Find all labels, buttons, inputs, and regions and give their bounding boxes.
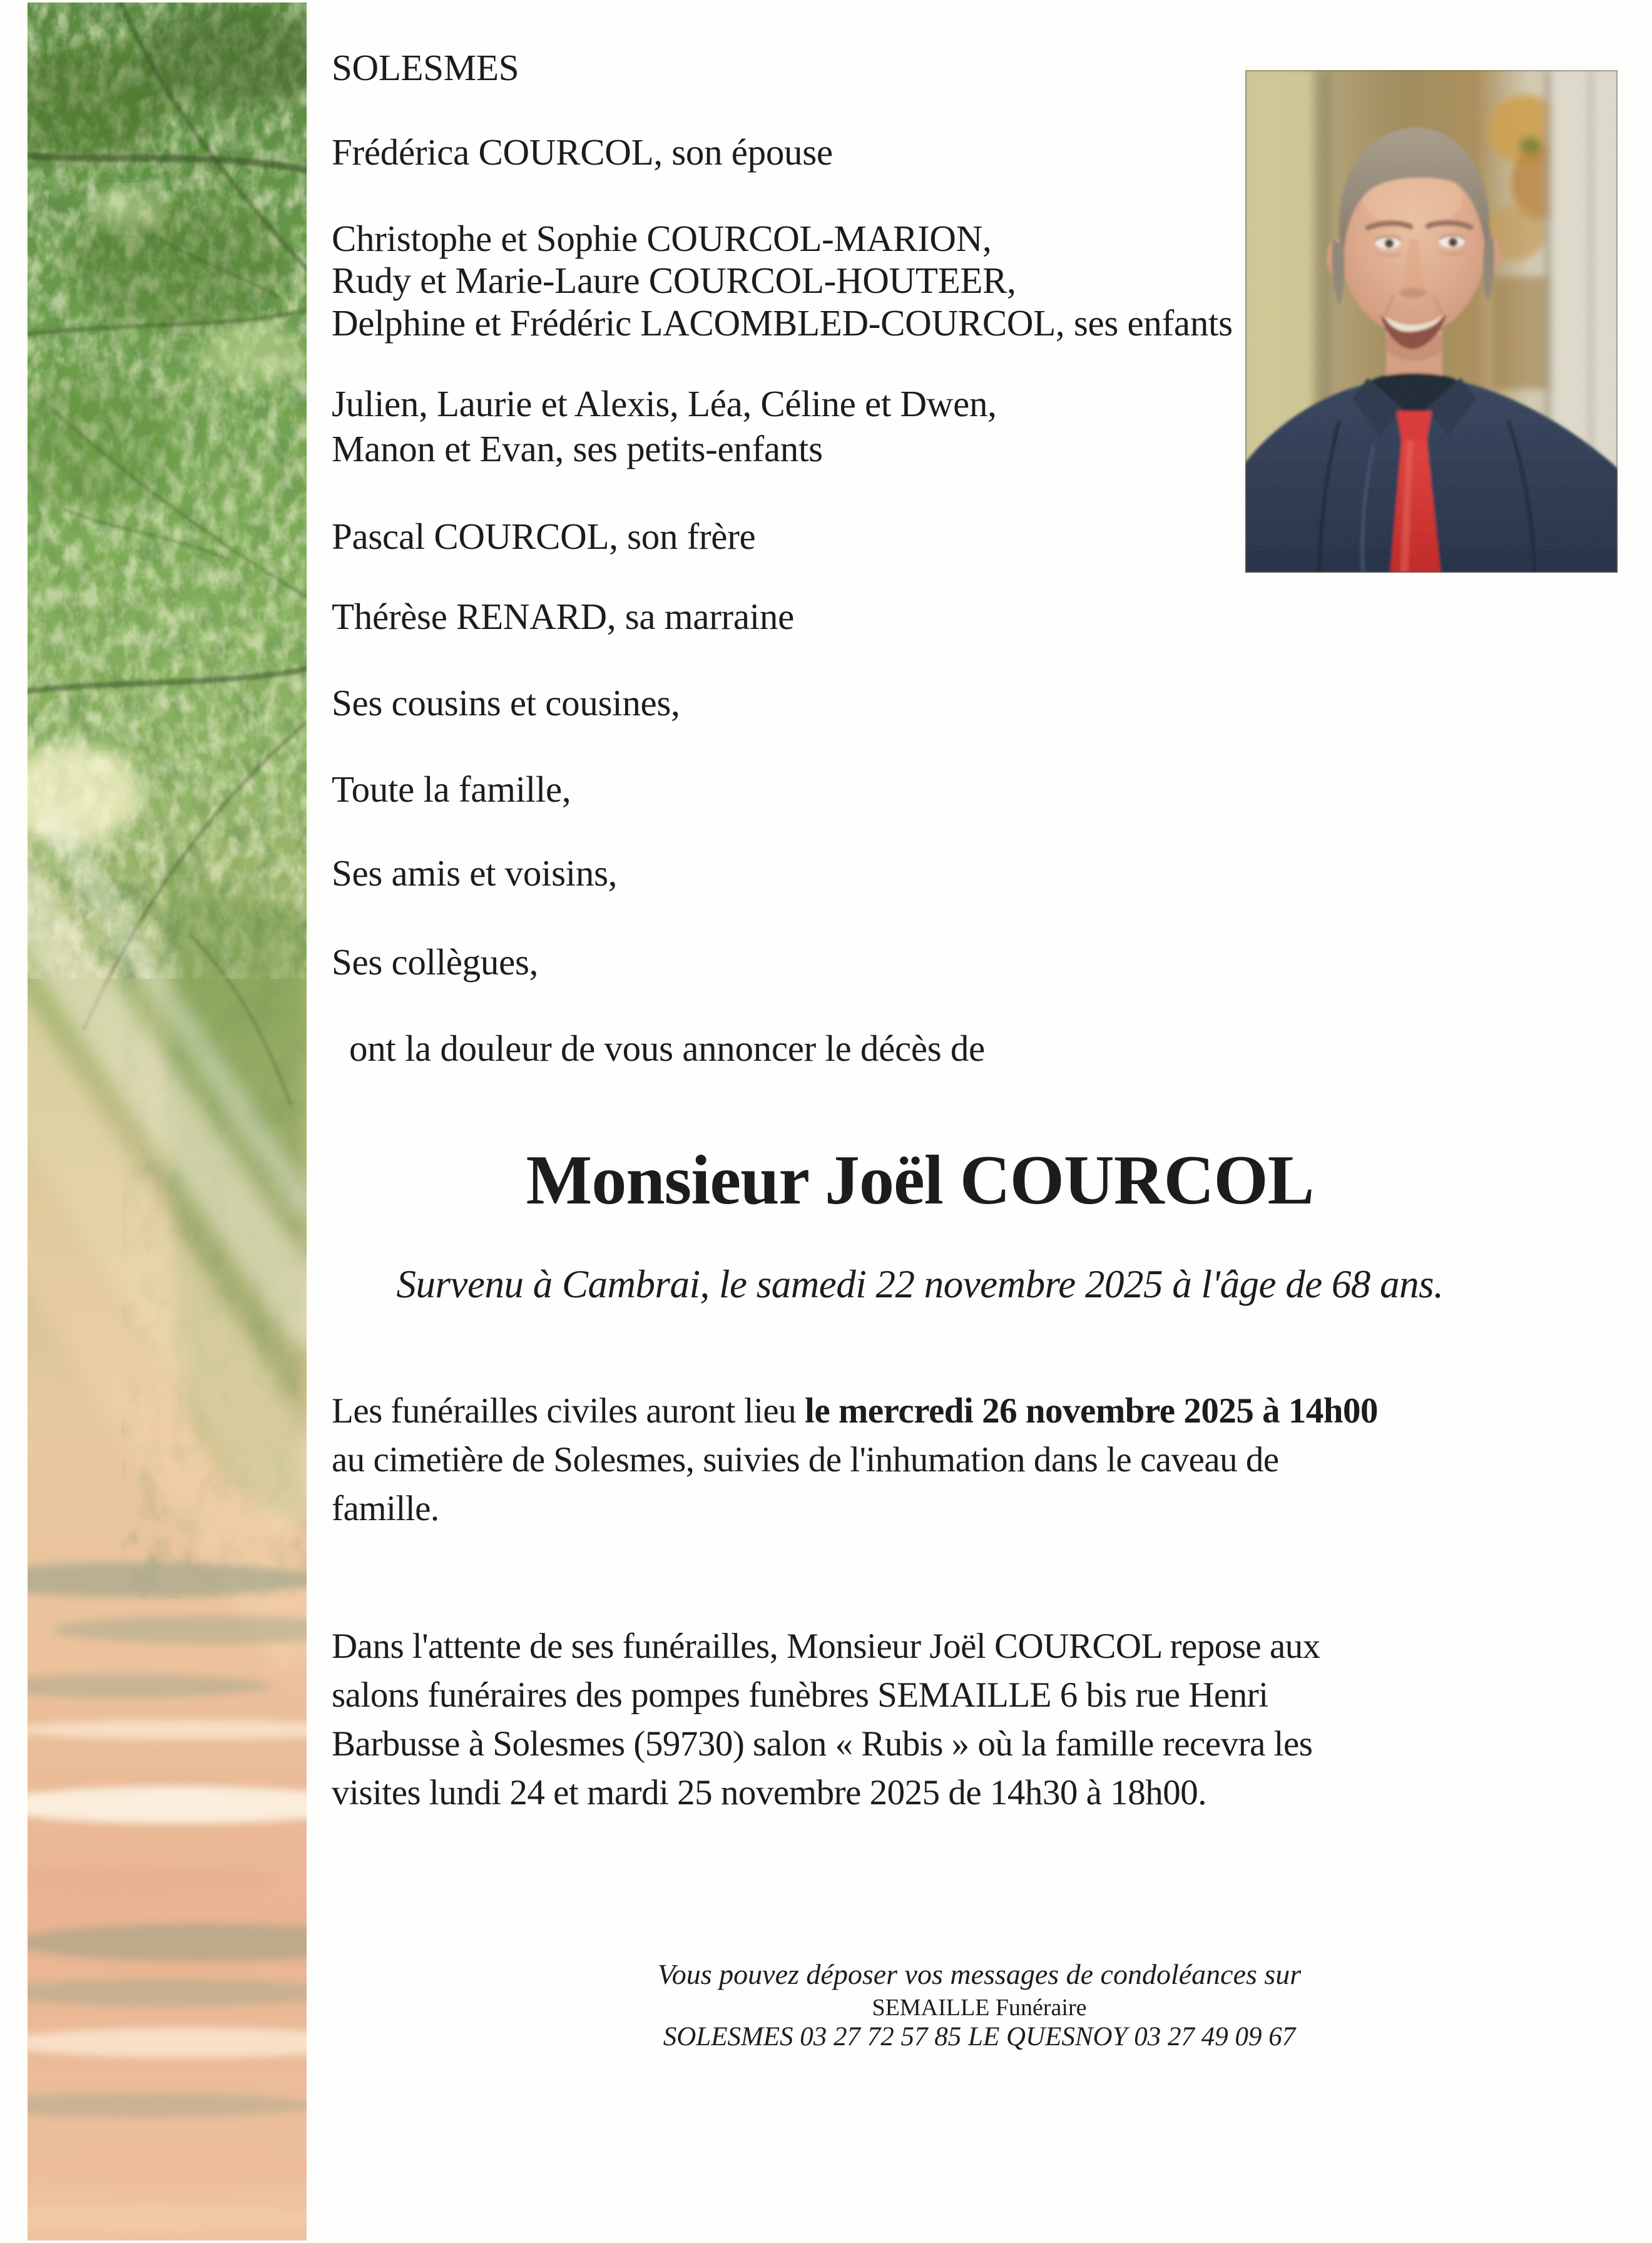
funeral-datetime-bold: le mercredi 26 novembre 2025 à 14h00 <box>804 1391 1379 1431</box>
forest-path-photo <box>28 3 307 2240</box>
children-line-2: Rudy et Marie-Laure COURCOL-HOUTEER, <box>332 260 1016 301</box>
whole-family-line: Toute la famille, <box>332 769 571 810</box>
funeral-line-1-text: Les funérailles civiles auront lieu <box>332 1391 805 1431</box>
deceased-name-title: Monsieur Joël COURCOL <box>526 1142 1314 1219</box>
death-date-line: Survenu à Cambrai, le samedi 22 novembre 2025 à l'âge de 68 ans. <box>396 1262 1444 1306</box>
repose-line-3: Barbusse à Solesmes (59730) salon « Rubis » où la famille recevra les <box>332 1724 1313 1764</box>
funeral-home-phones: SOLESMES 03 27 72 57 85 LE QUESNOY 03 27 49 09 67 <box>663 2022 1296 2051</box>
condolences-line: Vous pouvez déposer vos messages de condoléances sur <box>657 1958 1302 1990</box>
repose-line-4: visites lundi 24 et mardi 25 novembre 2025 de 14h30 à 18h00. <box>332 1773 1206 1812</box>
repose-paragraph <box>332 1622 1320 1817</box>
grandchildren-line-2: Manon et Evan, ses petits-enfants <box>332 428 823 469</box>
cousins-line: Ses cousins et cousines, <box>332 682 680 723</box>
funeral-line-2: au cimetière de Solesmes, suivies de l'inhumation dans le caveau de <box>332 1440 1279 1479</box>
funeral-line-3: famille. <box>332 1489 439 1528</box>
children-line-1: Christophe et Sophie COURCOL-MARION, <box>332 218 992 259</box>
friends-line: Ses amis et voisins, <box>332 852 618 894</box>
notice-body <box>332 0 1589 2243</box>
funeral-line-1 <box>332 1387 1378 1436</box>
announcement-line: ont la douleur de vous annoncer le décès de <box>349 1028 985 1069</box>
funeral-paragraph <box>332 1387 1378 1533</box>
city-heading: SOLESMES <box>332 47 519 88</box>
repose-line-1: Dans l'attente de ses funérailles, Monsieur Joël COURCOL repose aux <box>332 1627 1320 1666</box>
spouse-line: Frédérica COURCOL, son épouse <box>332 131 833 173</box>
repose-line-2: salons funéraires des pompes funèbres SEMAILLE 6 bis rue Henri <box>332 1675 1268 1715</box>
brother-line: Pascal COURCOL, son frère <box>332 516 756 557</box>
children-line-3: Delphine et Frédéric LACOMBLED-COURCOL, ses enfants <box>332 302 1233 344</box>
godmother-line: Thérèse RENARD, sa marraine <box>332 596 794 637</box>
funeral-home-name: SEMAILLE Funéraire <box>872 1995 1087 2021</box>
grandchildren-line-1: Julien, Laurie et Alexis, Léa, Céline et Dwen, <box>332 383 997 424</box>
colleagues-line: Ses collègues, <box>332 941 539 983</box>
